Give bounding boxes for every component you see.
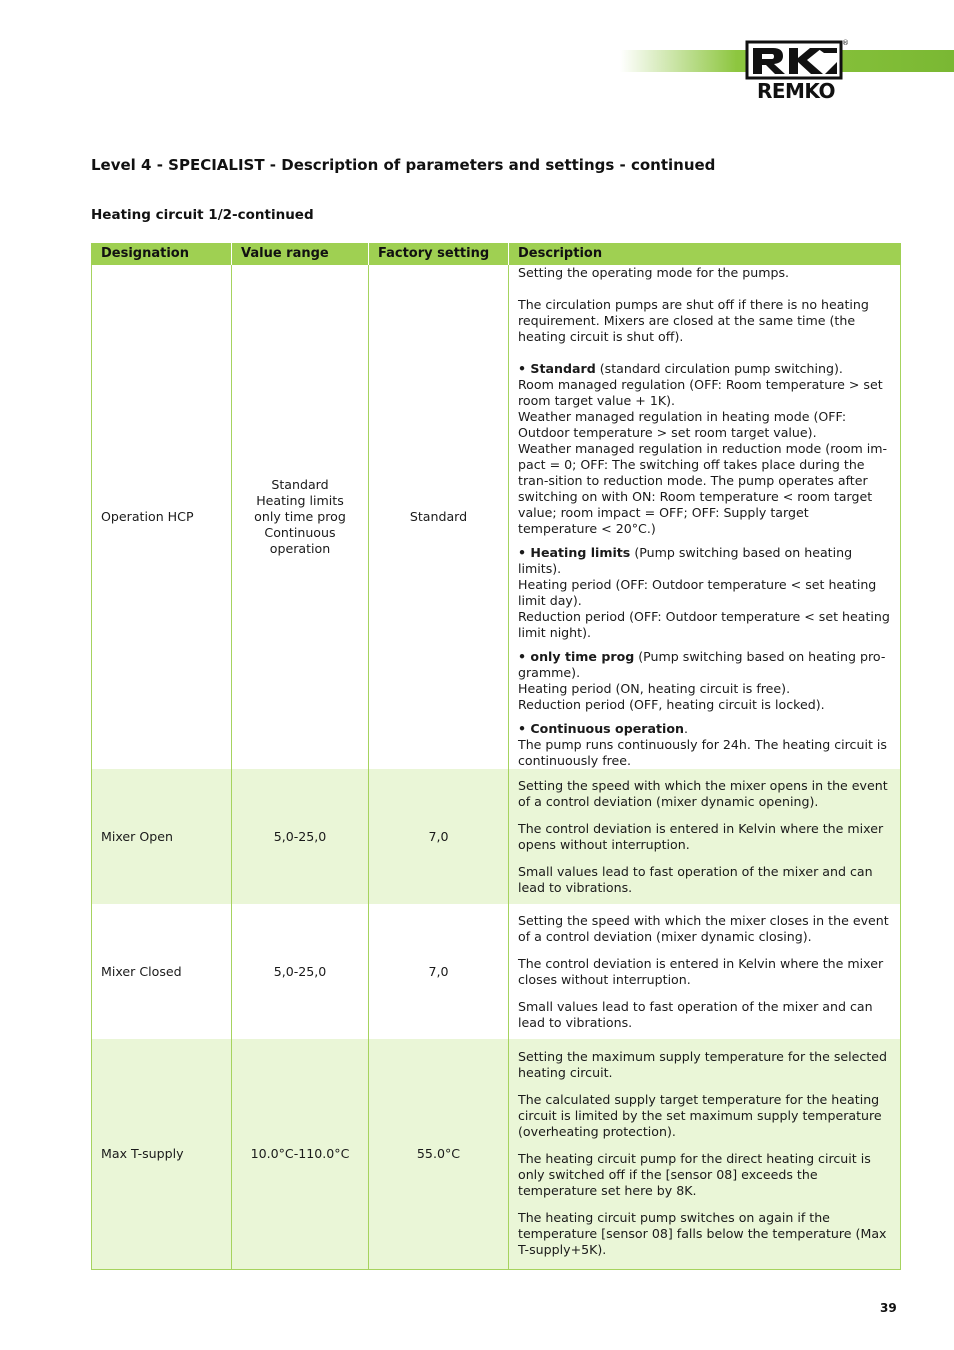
description-paragraph: Setting the speed with which the mixer opens in the event of a control deviation (mixer dynamic opening). bbox=[518, 777, 888, 809]
description-line: Heating period (ON, heating circuit is free). bbox=[518, 681, 791, 696]
designation-cell: Mixer Closed bbox=[92, 904, 232, 1039]
description-line: Heating period (OFF: Outdoor temperature < set heating limit day). bbox=[518, 577, 877, 608]
header-factory-setting: Factory setting bbox=[369, 243, 509, 265]
value-range-cell: 10.0°C-110.0°C bbox=[232, 1039, 369, 1269]
registered-mark: ® bbox=[842, 39, 849, 47]
description-line: Reduction period (OFF, heating circuit is locked). bbox=[518, 697, 825, 712]
header-value-range: Value range bbox=[232, 243, 369, 265]
value-option: Heating limits bbox=[256, 493, 344, 508]
table-row-max-t-supply bbox=[92, 1039, 901, 1269]
page-number: 39 bbox=[880, 1301, 897, 1315]
designation-cell: Operation HCP bbox=[92, 265, 232, 769]
value-range-cell: 5,0-25,0 bbox=[232, 769, 369, 904]
description-line: Weather managed regulation in reduction mode (room im-pact = 0; OFF: The switching off takes place during the tran-sition to reduction mode. The pump operates after switching on with ON: Room temperature < room target value; room impact = OFF; OFF: Supply target temperature < 20°C.) bbox=[518, 441, 888, 536]
table-header-row bbox=[92, 243, 901, 265]
description-cell bbox=[509, 769, 901, 904]
factory-setting-cell: Standard bbox=[369, 265, 509, 769]
description-paragraph: The heating circuit pump switches on again if the temperature [sensor 08] falls below the temperature (Max T-supply+5K). bbox=[518, 1210, 887, 1258]
description-cell bbox=[509, 265, 901, 769]
description-paragraph: The control deviation is entered in Kelvin where the mixer opens without interruption. bbox=[518, 820, 884, 852]
factory-setting-cell: 7,0 bbox=[369, 904, 509, 1039]
description-cell bbox=[509, 1039, 901, 1269]
table-row-mixer-closed bbox=[92, 904, 901, 1039]
value-option: Standard bbox=[271, 477, 329, 492]
value-option: operation bbox=[269, 541, 331, 556]
description-paragraph: The circulation pumps are shut off if there is no heating requirement. Mixers are closed at the same time (the heating circuit is shut off). bbox=[518, 297, 869, 344]
header-designation: Designation bbox=[92, 243, 232, 265]
option-standard-block bbox=[518, 361, 891, 537]
table-row-mixer-open bbox=[92, 769, 901, 904]
factory-setting-cell: 7,0 bbox=[369, 769, 509, 904]
option-standard-text: (standard circulation pump switching). bbox=[595, 361, 843, 376]
option-continuous-label: • Continuous operation bbox=[518, 721, 684, 736]
description-cell bbox=[509, 904, 901, 1039]
description-line: Reduction period (OFF: Outdoor temperature < set heating limit night). bbox=[518, 609, 890, 640]
section-title: Heating circuit 1/2-continued bbox=[91, 207, 314, 223]
value-option: Continuous bbox=[264, 525, 336, 540]
option-standard-label: • Standard bbox=[518, 361, 596, 376]
designation-cell: Max T-supply bbox=[92, 1039, 232, 1269]
parameters-table bbox=[91, 243, 901, 1270]
description-line: Room managed regulation (OFF: Room temperature > set room target value + 1K). bbox=[518, 377, 883, 408]
description-paragraph: The calculated supply target temperature for the heating circuit is limited by the set maximum supply temperature (overheating protection). bbox=[518, 1092, 882, 1140]
value-range-cell: 5,0-25,0 bbox=[232, 904, 369, 1039]
description-paragraph: Setting the operating mode for the pumps. bbox=[518, 265, 790, 280]
description-paragraph: Setting the maximum supply temperature for the selected heating circuit. bbox=[518, 1049, 888, 1081]
factory-setting-cell: 55.0°C bbox=[369, 1039, 509, 1269]
description-line: Weather managed regulation in heating mode (OFF: Outdoor temperature > set room target value). bbox=[518, 409, 847, 440]
description-line: The pump runs continuously for 24h. The heating circuit is continuously free. bbox=[518, 737, 887, 768]
option-time-prog-text: (Pump switching based on heating pro-gramme). bbox=[518, 649, 886, 680]
option-continuous-block bbox=[518, 721, 891, 769]
designation-cell: Mixer Open bbox=[92, 769, 232, 904]
description-paragraph: Small values lead to fast operation of the mixer and can lead to vibrations. bbox=[518, 998, 873, 1030]
brand-wordmark: REMKO bbox=[756, 79, 836, 103]
option-heating-limits-label: • Heating limits bbox=[518, 545, 631, 560]
option-heating-limits-block bbox=[518, 545, 891, 641]
value-range-cell bbox=[232, 265, 369, 769]
description-paragraph: The control deviation is entered in Kelvin where the mixer closes without interruption. bbox=[518, 955, 884, 987]
value-option: only time prog bbox=[254, 509, 346, 524]
option-continuous-text: . bbox=[683, 721, 688, 736]
description-paragraph: Small values lead to fast operation of the mixer and can lead to vibrations. bbox=[518, 863, 873, 895]
description-paragraph: The heating circuit pump for the direct heating circuit is only switched off if the [sensor 08] exceeds the temperature set here by 8K. bbox=[518, 1151, 871, 1199]
description-paragraph: Setting the speed with which the mixer closes in the event of a control deviation (mixer dynamic closing). bbox=[518, 912, 889, 944]
page-title: Level 4 - SPECIALIST - Description of parameters and settings - continued bbox=[91, 156, 716, 174]
table-row-operation-hcp bbox=[92, 265, 901, 769]
option-heating-limits-text: (Pump switching based on heating limits). bbox=[518, 545, 853, 576]
option-time-prog-label: • only time prog bbox=[518, 649, 635, 664]
option-time-prog-block bbox=[518, 649, 891, 713]
header-description: Description bbox=[509, 243, 901, 265]
